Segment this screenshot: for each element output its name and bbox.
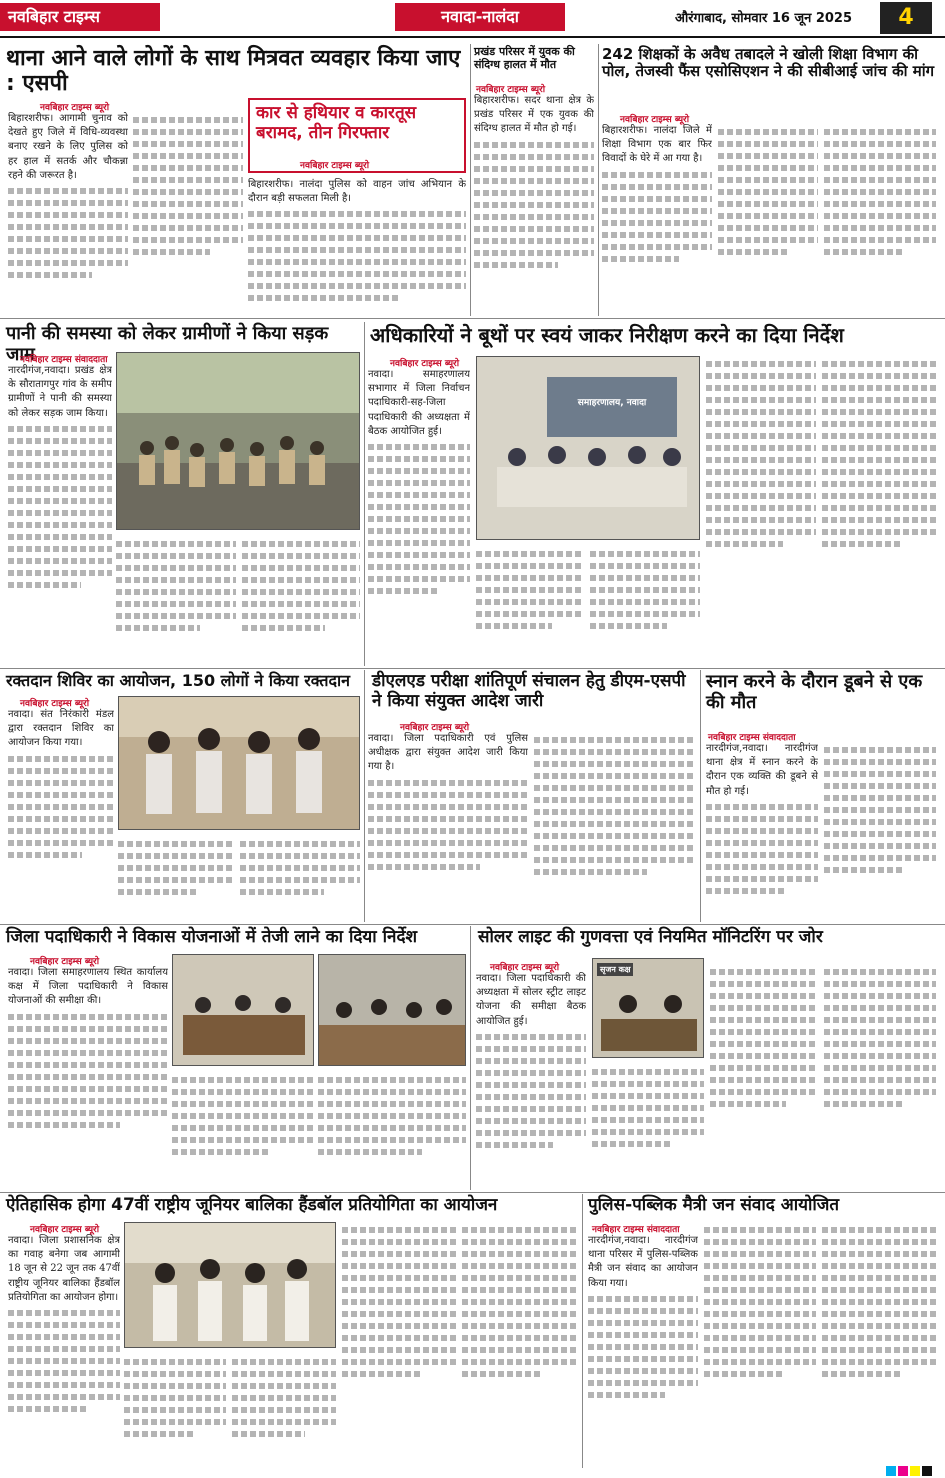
- article-body: [248, 178, 466, 312]
- lamp-lighting-photo-icon: [125, 1223, 336, 1348]
- cyan-registration-mark: [886, 1466, 896, 1476]
- headline-teacher-transfer: 242 शिक्षकों के अवैध तबादले ने खोली शिक्षा विभाग की पोल, तेजस्वी फैंस एसोसिएशन ने की सीबीआई जांच की मांग: [602, 45, 935, 81]
- headline-police-public-dialogue: पुलिस-पब्लिक मैत्री जन संवाद आयोजित: [588, 1195, 840, 1215]
- article-body: [476, 972, 586, 1188]
- solar-review-photo: [592, 958, 704, 1058]
- article-column: [822, 356, 936, 664]
- article-column: [592, 1064, 704, 1188]
- headline-deled-exam: डीएलएड परीक्षा शांतिपूर्ण संचालन हेतु डीएम-एसपी ने किया संयुक्त आदेश जारी: [372, 671, 686, 711]
- article-column: [534, 732, 696, 920]
- byline: नवबिहार टाइम्स ब्यूरो: [620, 115, 690, 125]
- article-body: [602, 124, 712, 312]
- yellow-registration-mark: [910, 1466, 920, 1476]
- article-lead: नारदीगंज,नवादा। नारदीगंज थाना परिसर में पुलिस-पब्लिक मैत्री जन संवाद का आयोजन किया गया।: [588, 1235, 698, 1289]
- article-column: [240, 836, 360, 920]
- article-lead: बिहारशरीफ। आगामी चुनाव को देखते हुए जिले में विधि-व्यवस्था बनाए रखने के लिए पुलिस को हर हाल में सतर्क और चौकन्ना रहने की जरूरत है।: [8, 113, 128, 181]
- article-column: [704, 1222, 816, 1466]
- article-lead: नवादा। समाहरणालय सभागार में जिला निर्वाचन पदाधिकारी-सह-जिला पदाधिकारी की अध्यक्षता में बैठक आयोजित हुई।: [368, 369, 470, 437]
- article-column: [718, 124, 818, 312]
- newspaper-name: नवबिहार टाइम्स: [0, 3, 160, 31]
- edition-label: नवादा-नालंदा: [395, 3, 565, 31]
- officials-photo-icon: [319, 955, 466, 1066]
- article-body: [368, 732, 528, 920]
- headline-youth-death: प्रखंड परिसर में युवक की संदिग्ध हालत में मौत: [474, 45, 575, 71]
- byline: नवबिहार टाइम्स ब्यूरो: [490, 963, 560, 973]
- article-body: [368, 368, 470, 664]
- article-lead: नारदीगंज,नवादा। प्रखंड क्षेत्र के सौरातागपुर गांव के समीप ग्रामीणों ने पानी की समस्या को लेकर सड़क जाम किया।: [8, 365, 112, 419]
- byline: नवबिहार टाइम्स संवाददाता: [708, 733, 796, 743]
- black-registration-mark: [922, 1466, 932, 1476]
- article-body: [8, 1234, 120, 1466]
- article-lead: नवादा। जिला समाहरणालय स्थित कार्यालय कक्ष में जिला पदाधिकारी ने विकास योजनाओं की समीक्षा की।: [8, 967, 168, 1007]
- byline: नवबिहार टाइम्स ब्यूरो: [476, 85, 546, 95]
- office-photo-icon: [173, 955, 314, 1066]
- article-column: [462, 1222, 576, 1466]
- photo-caption-banner: समाहरणालय, नवादा: [577, 398, 647, 408]
- dateline: औरंगाबाद, सोमवार 16 जून 2025: [675, 11, 853, 26]
- article-body: [8, 364, 112, 664]
- article-column: [590, 546, 700, 664]
- article-body: [588, 1234, 698, 1466]
- photo-caption-banner: सृजन कक्ष: [597, 963, 633, 976]
- byline: नवबिहार टाइम्स संवाददाता: [592, 1225, 680, 1235]
- headline-sp-meeting: थाना आने वाले लोगों के साथ मित्रवत व्यवहार किया जाए : एसपी: [6, 46, 461, 97]
- article-column: [824, 964, 936, 1188]
- article-column: [342, 1222, 456, 1466]
- article-column: [116, 536, 236, 664]
- byline: नवबिहार टाइम्स संवाददाता: [20, 355, 108, 365]
- review-meeting-photo: [172, 954, 314, 1066]
- article-lead: बिहारशरीफ। नालंदा पुलिस को वाहन जांच अभियान के दौरान बड़ी सफलता मिली है।: [248, 179, 466, 205]
- blood-donation-photo: [118, 696, 360, 830]
- byline: नवबिहार टाइम्स ब्यूरो: [390, 359, 460, 369]
- byline: नवबिहार टाइम्स ब्यूरो: [40, 103, 110, 113]
- article-column: [318, 1072, 466, 1188]
- article-lead: बिहारशरीफ। सदर थाना क्षेत्र के प्रखंड परिसर में एक युवक की संदिग्ध हालत में मौत हो गई।: [474, 95, 594, 135]
- byline: नवबिहार टाइम्स ब्यूरो: [30, 1225, 100, 1235]
- headline-handball-tournament: ऐतिहासिक होगा 47वीं राष्ट्रीय जूनियर बालिका हैंडबॉल प्रतियोगिता का आयोजन: [6, 1195, 498, 1215]
- article-body: [474, 94, 594, 312]
- article-body: [8, 708, 114, 920]
- collectorate-meeting-photo: [476, 356, 700, 540]
- article-column: [172, 1072, 314, 1188]
- page-number: 4: [880, 2, 932, 34]
- article-column: [476, 546, 584, 664]
- masthead: [0, 0, 945, 38]
- headline-drowning: स्नान करने के दौरान डूबने से एक की मौत: [706, 671, 923, 713]
- article-column: [242, 536, 360, 664]
- article-column: [232, 1354, 336, 1466]
- headline-road-block: पानी की समस्या को लेकर ग्रामीणों ने किया सड़क जाम: [6, 323, 329, 365]
- handball-event-photo: [124, 1222, 336, 1348]
- article-column: [133, 112, 243, 312]
- magenta-registration-mark: [898, 1466, 908, 1476]
- byline: नवबिहार टाइम्स ब्यूरो: [30, 957, 100, 967]
- headline-arms-recovered: कार से हथियार व कारतूस बरामद, तीन गिरफ्तार: [256, 103, 417, 143]
- headline-solar-light: सोलर लाइट की गुणवत्ता एवं नियमित मॉनिटरिंग पर जोर: [478, 927, 823, 947]
- article-column: [822, 1222, 936, 1466]
- article-lead: नवादा। जिला पदाधिकारी एवं पुलिस अधीक्षक द्वारा संयुक्त आदेश जारी किया गया है।: [368, 733, 528, 773]
- article-body: [706, 742, 818, 920]
- crowd-photo-icon: [117, 353, 360, 530]
- headline-booth-inspection: अधिकारियों ने बूथों पर स्वयं जाकर निरीक्षण करने का दिया निर्देश: [370, 323, 844, 347]
- byline: नवबिहार टाइम्स ब्यूरो: [300, 161, 370, 171]
- road-block-photo: [116, 352, 360, 530]
- article-column: [710, 964, 818, 1188]
- headline-development-schemes: जिला पदाधिकारी ने विकास योजनाओं में तेजी लाने का दिया निर्देश: [6, 927, 418, 947]
- article-lead: नारदीगंज,नवादा। नारदीगंज थाना क्षेत्र में स्नान करने के दौरान एक व्यक्ति की डूबने से मौत हो गई।: [706, 743, 818, 797]
- article-lead: नवादा। संत निरंकारी मंडल द्वारा रक्तदान शिविर का आयोजन किया गया।: [8, 709, 114, 749]
- article-column: [824, 742, 936, 920]
- officials-photo: [318, 954, 466, 1066]
- meeting-photo-icon: [477, 357, 700, 540]
- article-lead: बिहारशरीफ। नालंदा जिले में शिक्षा विभाग एक बार फिर विवादों के घेरे में आ गया है।: [602, 125, 712, 165]
- article-column: [706, 356, 816, 664]
- article-body: [8, 112, 128, 312]
- article-column: [824, 124, 936, 312]
- article-column: [124, 1354, 226, 1466]
- article-column: [118, 836, 234, 920]
- headline-blood-donation: रक्तदान शिविर का आयोजन, 150 लोगों ने किया रक्तदान: [6, 671, 351, 690]
- article-lead: नवादा। जिला पदाधिकारी की अध्यक्षता में सोलर स्ट्रीट लाइट योजना की समीक्षा बैठक आयोजित हुई।: [476, 973, 586, 1027]
- article-body: [8, 966, 168, 1188]
- article-lead: नवादा। जिला प्रशासनिक क्षेत्र का गवाह बनेगा जब आगामी 18 जून से 22 जून तक 47वीं राष्ट्रीय जूनियर बालिका हैंडबॉल प्रतियोगिता का आयोजन होगा।: [8, 1235, 120, 1303]
- byline: नवबिहार टाइम्स ब्यूरो: [400, 723, 470, 733]
- donors-photo-icon: [119, 697, 360, 830]
- byline: नवबिहार टाइम्स ब्यूरो: [20, 699, 90, 709]
